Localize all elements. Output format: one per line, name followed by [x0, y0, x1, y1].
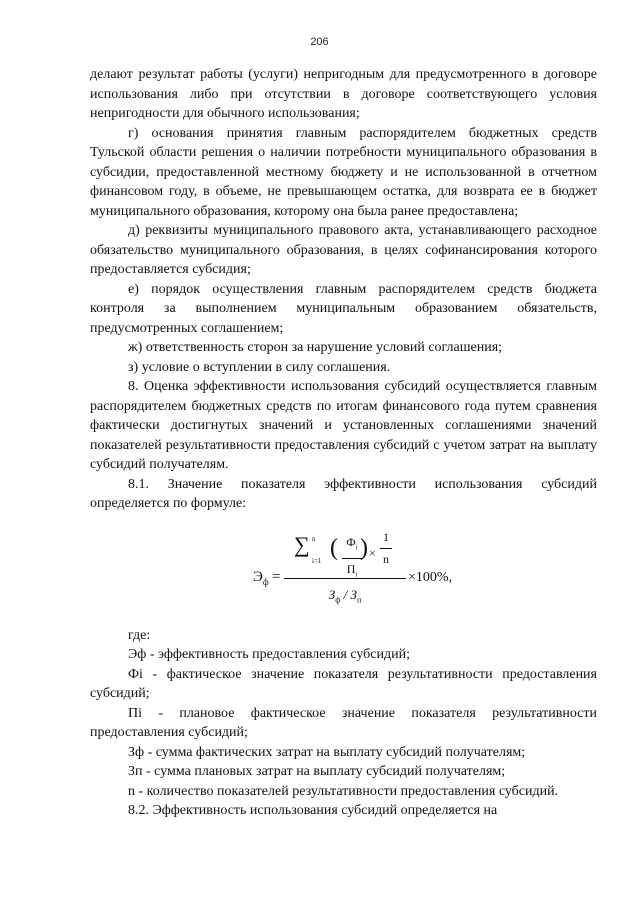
paragraph: д) реквизиты муниципального правового акта, устанавливающего расходное обязательство муниципального образования, в целях софинансирования которого предоставляется субсидия;	[90, 223, 597, 277]
sum-upper-limit: n	[312, 534, 316, 543]
paragraph: 8. Оценка эффективности использования субсидий осуществляется главным распорядителем бюджетных средств по итогам финансового года путем сравнения фактически достигнутых значений и установленных соглашениями значений показателей результативности предоставления субсидий с учетом затрат на выплату субсидий получателям.	[90, 379, 597, 472]
page-number: 206	[310, 36, 329, 48]
one-numerator: 1	[383, 529, 389, 544]
open-paren: (	[330, 534, 338, 561]
paragraph: Пi - плановое фактическое значение показателя результативности предоставления субсидий;	[90, 705, 597, 740]
ratio-bar	[342, 558, 362, 559]
paragraph: где:	[128, 627, 151, 643]
paragraph: 8.1. Значение показателя эффективности использования субсидий определяется по формуле:	[90, 476, 597, 511]
formula-tail: ×100%,	[408, 569, 453, 585]
times-sign: ×	[369, 545, 376, 560]
n-denominator: n	[383, 552, 389, 566]
ratio-denominator: $П_i$	[346, 562, 358, 579]
paragraphs-after	[90, 626, 597, 821]
paragraph: Зп - сумма плановых затрат на выплату субсидий получателям;	[128, 764, 506, 779]
paragraph: 8.2. Эффективность использования субсидий определяется на	[128, 803, 498, 818]
formula-main-fraction	[284, 528, 406, 610]
paragraph: г) основания принятия главным распорядителем бюджетных средств Тульской области решения о наличии потребности муниципального образования в субсидии, предоставленной местному бюджету и не использованной в отчетном финансовом году, в объеме, не превышающем остатка, для возврата ее в бюджет муниципального образования, которому она была ранее предоставлена;	[90, 125, 597, 219]
paragraphs-before	[90, 65, 597, 514]
ratio-numerator: $Ф_i$	[346, 534, 358, 551]
ratio-fraction	[342, 533, 362, 586]
paragraph: делают результат работы (услуги) непригодным для предусмотренного в договоре использования либо при отсутствии в договоре соответствующего условия непригодности для обычного использования;	[90, 67, 597, 121]
efficiency-formula	[90, 526, 597, 620]
paragraph: з) условие о вступлении в силу соглашения.	[128, 359, 391, 375]
paragraph: Фi - фактическое значение показателя результативности предоставления субсидий;	[90, 666, 597, 701]
paragraph: е) порядок осуществления главным распорядителем средств бюджета контроля за выполнением муниципальным образованием обязательств, предусмотренных соглашением;	[90, 281, 597, 336]
formula-numerator	[284, 528, 406, 579]
paragraph: Зф - сумма фактических затрат на выплату субсидий получателям;	[128, 744, 526, 760]
formula-equals: =	[272, 568, 281, 585]
sum-lower-limit: i=1	[312, 556, 322, 565]
formula-denominator: $З_ф / З_п$	[328, 586, 362, 605]
one-over-n	[380, 528, 392, 570]
sum-symbol: ∑	[294, 531, 310, 557]
close-paren: )	[360, 534, 368, 561]
document-body	[90, 65, 597, 821]
paragraph: ж) ответственность сторон за нарушение условий соглашения;	[128, 340, 503, 355]
formula-lhs: $Э_ф$	[253, 568, 269, 587]
paragraph: n - количество показателей результативности предоставления субсидий.	[128, 783, 559, 799]
one-over-n-bar	[380, 548, 392, 549]
paragraph: Эф - эффективность предоставления субсидий;	[128, 647, 411, 662]
